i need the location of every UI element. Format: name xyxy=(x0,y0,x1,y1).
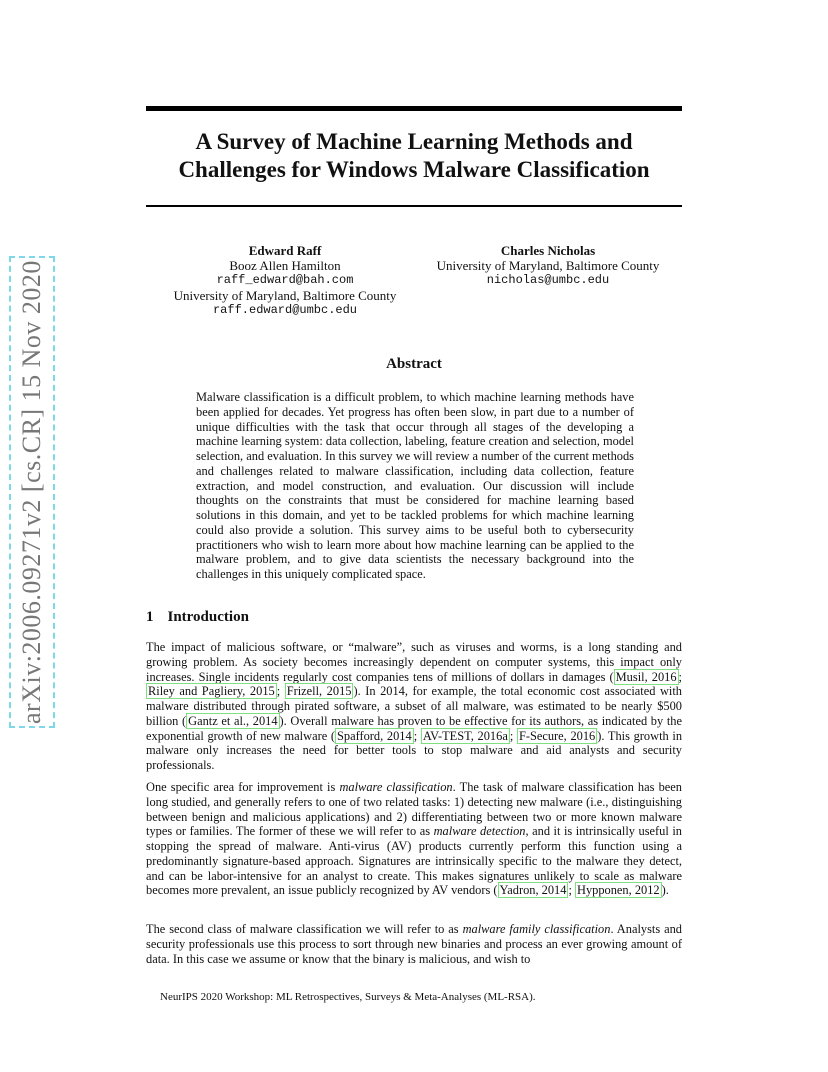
author-name: Charles Nicholas xyxy=(500,243,596,258)
citation-link[interactable]: Spafford, 2014 xyxy=(337,728,412,743)
citation-link[interactable]: Gantz et al., 2014 xyxy=(188,713,278,728)
paper-title: A Survey of Machine Learning Methods and Challenges for Windows Malware Classification xyxy=(178,129,650,182)
citation-link[interactable]: Frizell, 2015 xyxy=(286,684,352,699)
author-email: nicholas@umbc.edu xyxy=(486,273,610,287)
citation-link[interactable]: Hypponen, 2012 xyxy=(577,883,660,898)
author-email: raff_edward@bah.com xyxy=(216,273,354,287)
arxiv-identifier: arXiv:2006.09271v2 [cs.CR] 15 Nov 2020 xyxy=(12,252,52,732)
title-top-rule xyxy=(146,106,682,111)
abstract-text: Malware classification is a difficult problem, to which machine learning methods have been applied for decades. Yet progress has often been slow, in part due to a number of unique difficulties with the task that occur through all stages of the developing a machine learning system: data collection, labeling, feature creation and selection, model selection, and evaluation. In this survey we will review a number of the current methods and challenges related to malware classification, including data collection, feature extraction, and model construction, and evaluation. Our discussion will include thoughts on the constraints that must be considered for machine learning based solutions in this domain, and yet to be tackled problems for which machine learning could also provide a solution. This survey aims to be useful both to cybersecurity practitioners who wish to learn more about how machine learning can be applied to the malware problem, and to give data scientists the necessary background into the challenges in this uniquely complicated space. xyxy=(196,390,634,581)
citation-link[interactable]: F-Secure, 2016 xyxy=(518,728,596,743)
author-block-raff xyxy=(160,243,410,318)
intro-paragraph-3: The second class of malware classification we will refer to as malware family classification. Analysts and security professionals use this process to sort through new binaries and process an ever growing amount of data. In this case we assume or know that the binary is malicious, and wish to xyxy=(146,922,682,966)
author-affiliation: Booz Allen Hamilton xyxy=(229,258,341,273)
author-block-nicholas xyxy=(418,243,678,288)
author-name: Edward Raff xyxy=(248,243,322,258)
section-title: Introduction xyxy=(167,609,249,625)
author-affiliation: University of Maryland, Baltimore County xyxy=(173,288,397,303)
author-email: raff.edward@umbc.edu xyxy=(212,303,358,317)
citation-link[interactable]: Yadron, 2014 xyxy=(499,883,567,898)
author-affiliation: University of Maryland, Baltimore County xyxy=(436,258,660,273)
section-number: 1 xyxy=(146,609,154,625)
intro-paragraph-2: One specific area for improvement is malware classification. The task of malware classification has been long studied, and generally refers to one of two related tasks: 1) detecting new malware (i.e., distinguishing between benign and malicious applications) and 2) differentiating between two or more known malware types or families. The former of these we will refer to as malware detection, and it is intrinsically useful in stopping the spread of malware. Anti-virus (AV) products currently perform this function using a predominantly signature-based approach. Signatures are intrinsically specific to the malware they detect, and can be labor-intensive for an analyst to create. This makes signatures unlikely to scale as malware becomes more prevalent, an issue publicly recognized by AV vendors ( Yadron, 2014 ; Hypponen, 2012 ). xyxy=(146,780,682,898)
page-footer: NeurIPS 2020 Workshop: ML Retrospectives, Surveys & Meta-Analyses (ML-RSA). xyxy=(160,991,536,1003)
citation-link[interactable]: AV-TEST, 2016a xyxy=(422,728,508,743)
citation-link[interactable]: Musil, 2016 xyxy=(615,669,677,684)
section-heading xyxy=(146,609,249,626)
abstract-heading: Abstract xyxy=(386,356,442,372)
citation-link[interactable]: Riley and Pagliery, 2015 xyxy=(148,684,275,699)
intro-paragraph-1: The impact of malicious software, or “malware”, such as viruses and worms, is a long standing and growing problem. As society becomes increasingly dependent on computer systems, this impact only increases. Single incidents regularly cost companies tens of millions of dollars in damages ( Musil, 2016 ; Riley and Pagliery, 2015 ; Frizell, 2015 ). In 2014, for example, the total economic cost associated with malware distributed through pirated software, a subset of all malware, was estimated to be nearly $500 billion ( Gantz et al., 2014 ). Overall malware has proven to be effective for its authors, as indicated by the exponential growth of new malware ( Spafford, 2014 ; AV-TEST, 2016a ; F-Secure, 2016 ). This growth in malware only increases the need for better tools to stop malware and aid analysts and security professionals. xyxy=(146,640,683,772)
title-bottom-rule xyxy=(146,205,682,207)
